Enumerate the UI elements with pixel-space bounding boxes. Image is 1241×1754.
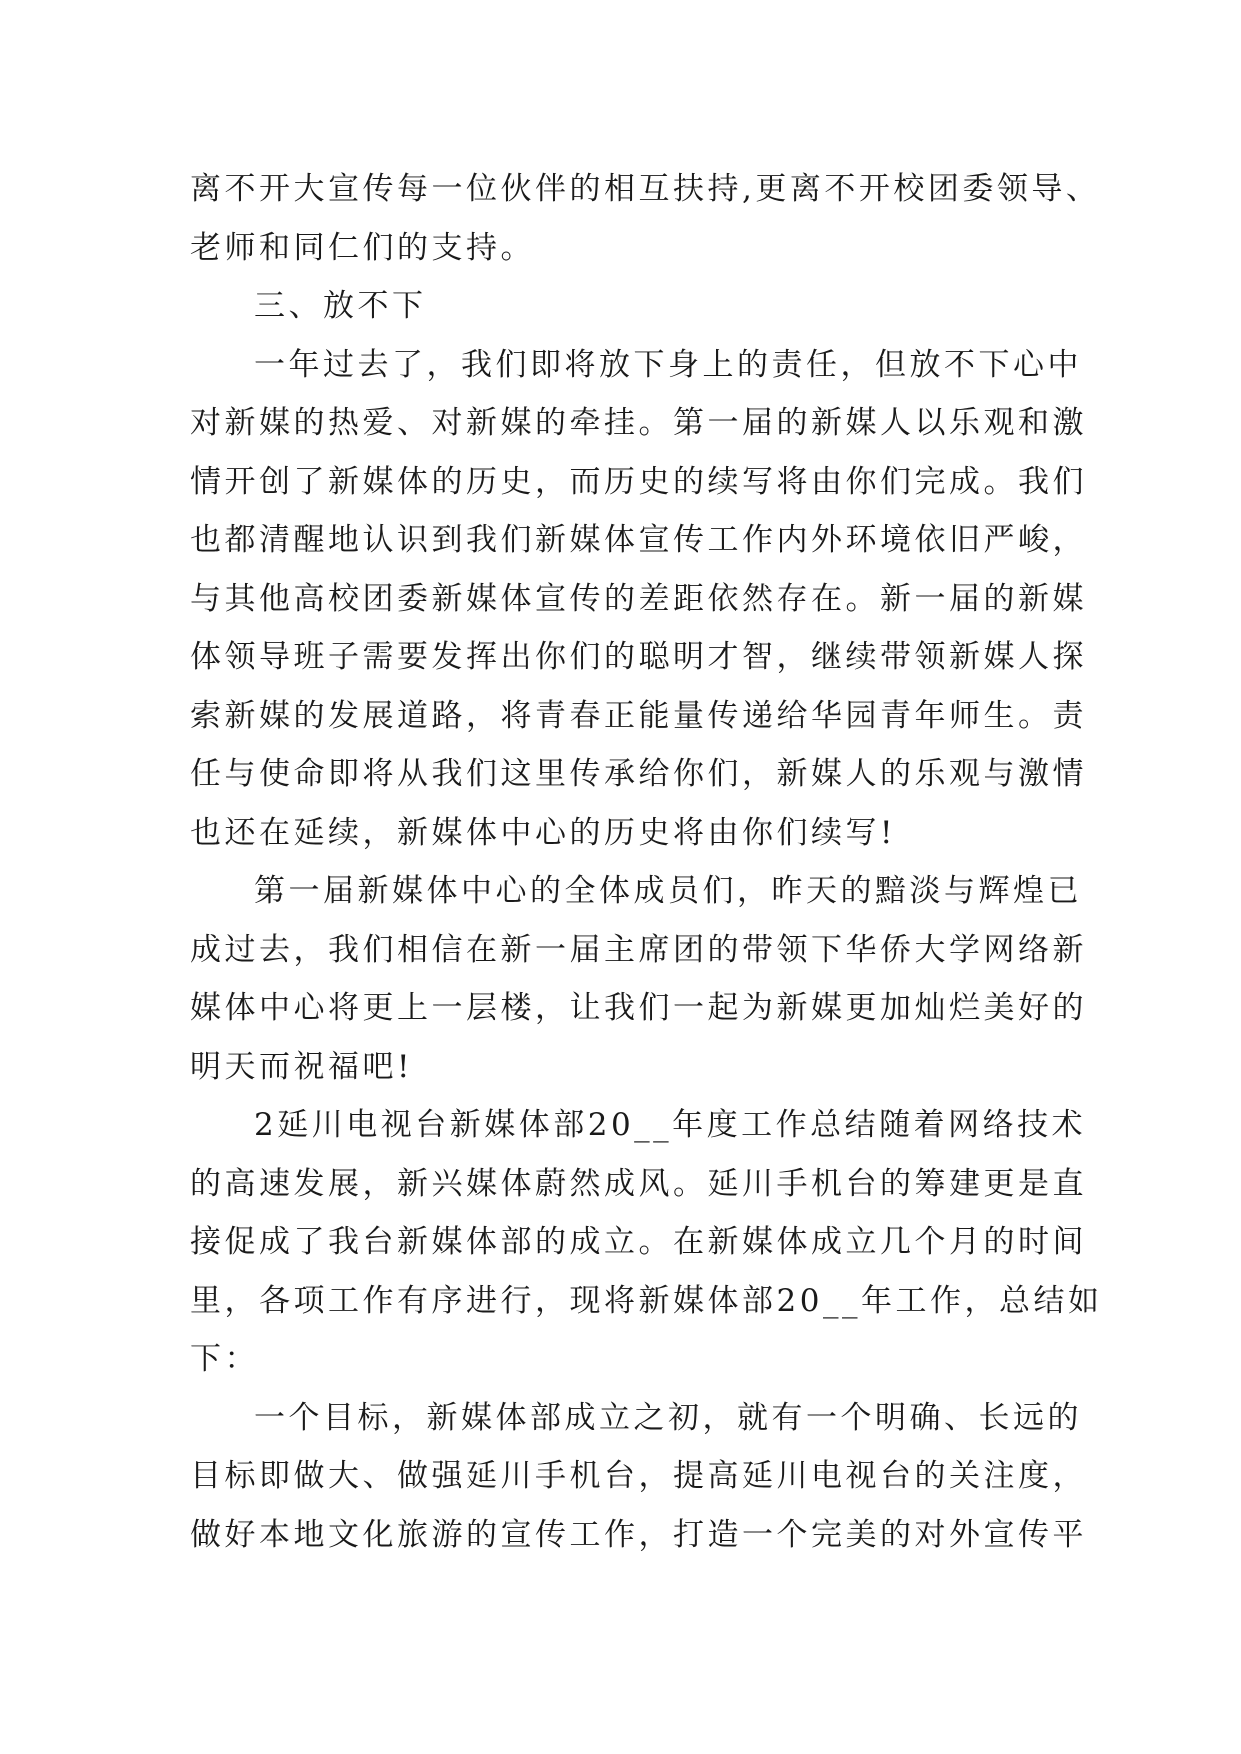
text-line: 老师和同仁们的支持。 [190, 229, 535, 266]
text-line: 做好本地文化旅游的宣传工作，打造一个完美的对外宣传平 [190, 1516, 1087, 1553]
text-line: 对新媒的热爱、对新媒的牵挂。第一届的新媒人以乐观和激 [190, 405, 1087, 441]
text-line: 索新媒的发展道路，将青春正能量传递给华园青年师生。责 [190, 697, 1087, 734]
text-line: 接促成了我台新媒体部的成立。在新媒体成立几个月的时间 [190, 1224, 1087, 1260]
text-line: 下： [190, 1341, 259, 1377]
text-line: 媒体中心将更上一层楼，让我们一起为新媒更加灿烂美好的 [190, 990, 1087, 1026]
text-line: 里，各项工作有序进行，现将新媒体部20__年工作，总结如 [190, 1282, 1103, 1319]
text-line: 也还在延续，新媒体中心的历史将由你们续写! [190, 814, 896, 851]
text-line: 与其他高校团委新媒体宣传的差距依然存在。新一届的新媒 [190, 580, 1087, 617]
text-line: 的高速发展，新兴媒体蔚然成风。延川手机台的筹建更是直 [190, 1165, 1087, 1202]
text-line: 离不开大宣传每一位伙伴的相互扶持,更离不开校团委领导、 [190, 171, 1101, 207]
text-line: 一个目标，新媒体部成立之初，就有一个明确、长远的 [254, 1399, 1082, 1436]
text-line: 成过去，我们相信在新一届主席团的带领下华侨大学网络新 [190, 931, 1087, 968]
text-line: 也都清醒地认识到我们新媒体宣传工作内外环境依旧严峻， [190, 522, 1087, 558]
text-line: 三、放不下 [254, 288, 427, 324]
text-line: 明天而祝福吧! [190, 1048, 413, 1085]
text-line: 体领导班子需要发挥出你们的聪明才智，继续带领新媒人探 [190, 639, 1087, 675]
text-line: 目标即做大、做强延川手机台，提高延川电视台的关注度， [190, 1458, 1087, 1494]
text-line: 一年过去了，我们即将放下身上的责任，但放不下心中 [254, 346, 1082, 383]
document-body [190, 160, 1103, 1564]
text-line: 情开创了新媒体的历史，而历史的续写将由你们完成。我们 [190, 463, 1087, 500]
text-line: 2延川电视台新媒体部20__年度工作总结随着网络技术 [254, 1107, 1087, 1143]
text-line: 第一届新媒体中心的全体成员们，昨天的黯淡与辉煌已 [254, 873, 1082, 909]
text-line: 任与使命即将从我们这里传承给你们，新媒人的乐观与激情 [190, 756, 1087, 792]
